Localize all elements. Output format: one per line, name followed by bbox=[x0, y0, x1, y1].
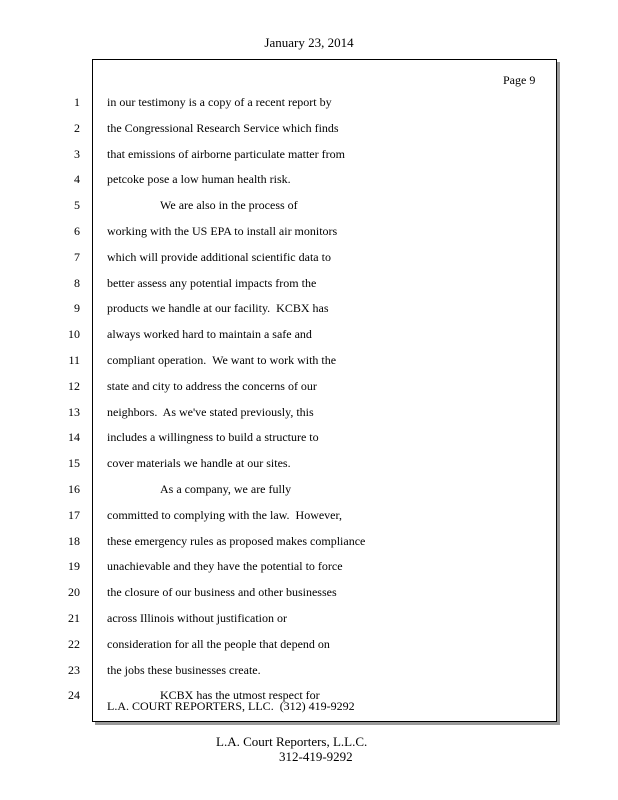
line-number: 24 bbox=[68, 688, 80, 702]
line-number: 22 bbox=[68, 637, 80, 651]
line-text: the closure of our business and other businesses bbox=[107, 585, 337, 599]
line-number: 3 bbox=[74, 147, 80, 161]
line-number: 13 bbox=[68, 405, 80, 419]
line-text: state and city to address the concerns of our bbox=[107, 379, 317, 393]
line-text: cover materials we handle at our sites. bbox=[107, 456, 291, 470]
line-number: 16 bbox=[68, 482, 80, 496]
page-number: Page 9 bbox=[503, 73, 536, 87]
line-text: better assess any potential impacts from the bbox=[107, 276, 317, 290]
header-date: January 23, 2014 bbox=[264, 35, 354, 50]
line-text: that emissions of airborne particulate matter from bbox=[107, 147, 345, 161]
line-text: includes a willingness to build a structure to bbox=[107, 430, 319, 444]
line-text: compliant operation. We want to work with the bbox=[107, 353, 337, 367]
line-text: in our testimony is a copy of a recent report by bbox=[107, 95, 332, 109]
line-text: products we handle at our facility. KCBX has bbox=[107, 301, 329, 315]
line-number: 6 bbox=[74, 224, 80, 238]
line-text: the Congressional Research Service which finds bbox=[107, 121, 339, 135]
line-number: 1 bbox=[74, 95, 80, 109]
line-number: 2 bbox=[74, 121, 80, 135]
line-text: We are also in the process of bbox=[160, 198, 298, 212]
line-text: unachievable and they have the potential to force bbox=[107, 559, 343, 573]
line-number: 18 bbox=[68, 534, 80, 548]
line-number: 10 bbox=[68, 327, 80, 341]
footer-phone: 312-419-9292 bbox=[279, 749, 353, 764]
line-number: 15 bbox=[68, 456, 80, 470]
line-text: working with the US EPA to install air monitors bbox=[107, 224, 338, 238]
line-number: 17 bbox=[68, 508, 80, 522]
line-text: neighbors. As we've stated previously, this bbox=[107, 405, 314, 419]
line-text: the jobs these businesses create. bbox=[107, 663, 261, 677]
line-text: consideration for all the people that depend on bbox=[107, 637, 330, 651]
line-number: 21 bbox=[68, 611, 80, 625]
line-number: 8 bbox=[74, 276, 80, 290]
line-number: 23 bbox=[68, 663, 80, 677]
line-number: 7 bbox=[74, 250, 80, 264]
line-text: which will provide additional scientific data to bbox=[107, 250, 331, 264]
line-text: always worked hard to maintain a safe and bbox=[107, 327, 312, 341]
line-number: 11 bbox=[68, 353, 80, 367]
footer-company: L.A. Court Reporters, L.L.C. bbox=[216, 734, 368, 749]
line-number: 19 bbox=[68, 559, 80, 573]
line-number: 5 bbox=[74, 198, 80, 212]
reporter-footer: L.A. COURT REPORTERS, LLC. (312) 419-9292 bbox=[107, 699, 355, 713]
line-number: 4 bbox=[74, 172, 80, 186]
line-text: KCBX has the utmost respect for bbox=[160, 688, 320, 702]
line-number: 9 bbox=[74, 301, 80, 315]
line-text: across Illinois without justification or bbox=[107, 611, 287, 625]
line-text: these emergency rules as proposed makes compliance bbox=[107, 534, 366, 548]
line-number: 20 bbox=[68, 585, 80, 599]
line-number: 12 bbox=[68, 379, 80, 393]
line-text: committed to complying with the law. However, bbox=[107, 508, 343, 522]
line-text: petcoke pose a low human health risk. bbox=[107, 172, 291, 186]
line-text: As a company, we are fully bbox=[160, 482, 292, 496]
line-number: 14 bbox=[68, 430, 80, 444]
